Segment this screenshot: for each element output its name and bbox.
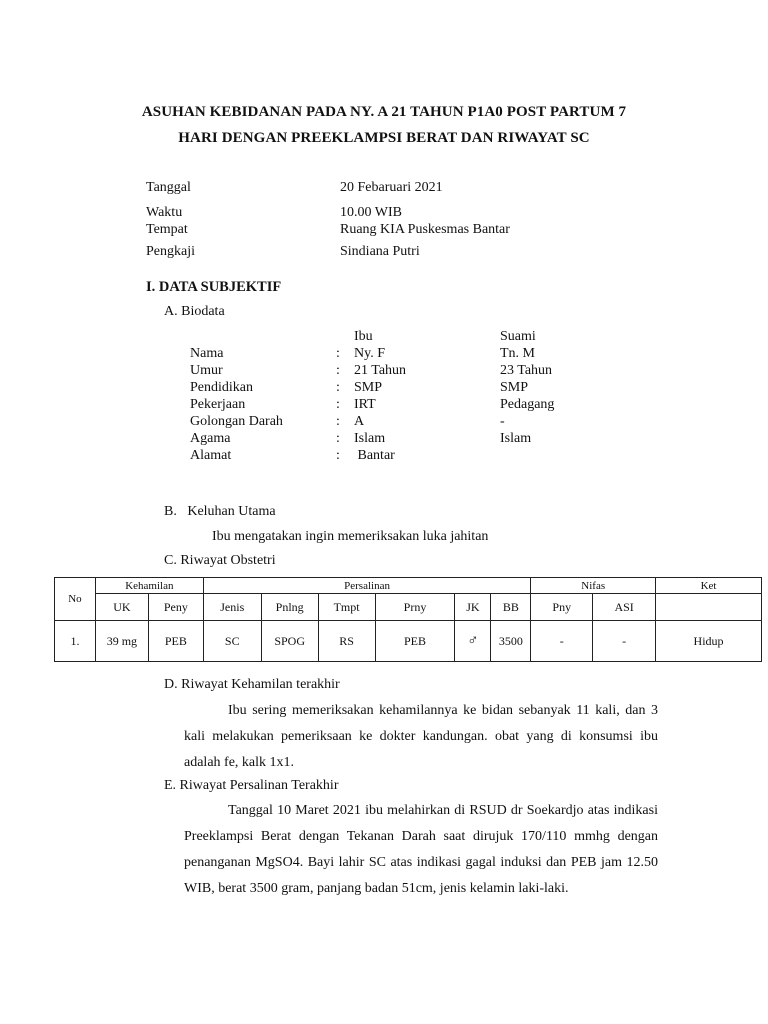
biodata-ibu-value: A: [354, 414, 365, 429]
biodata-ibu-value: Bantar: [354, 448, 395, 463]
biodata-suami-value: -: [500, 414, 505, 429]
section-heading-data-subjektif: I. DATA SUBJEKTIF: [146, 279, 282, 295]
biodata-ibu-value: IRT: [354, 397, 376, 412]
table-subheader: JK: [455, 594, 491, 621]
obstetri-table: [54, 577, 762, 662]
biodata-suami-value: 23 Tahun: [500, 363, 553, 378]
biodata-colon: :: [336, 431, 340, 446]
table-cell: SC: [203, 621, 261, 662]
document-title-line-2: HARI DENGAN PREEKLAMPSI BERAT DAN RIWAYAT SC: [178, 130, 590, 146]
obstetri-heading: C. Riwayat Obstetri: [164, 553, 276, 568]
biodata-colon: :: [336, 397, 340, 412]
table-header-ket: Ket: [656, 578, 762, 594]
header-label-tanggal: Tanggal: [146, 180, 191, 195]
biodata-col-suami: Suami: [500, 329, 536, 344]
table-cell: 39 mg: [95, 621, 148, 662]
biodata-label: Alamat: [190, 448, 232, 463]
table-subheader: Pny: [531, 594, 593, 621]
table-cell: RS: [318, 621, 375, 662]
table-subheader: [656, 594, 762, 621]
header-value-pengkaji: Sindiana Putri: [340, 244, 420, 259]
table-cell: Hidup: [656, 621, 762, 662]
table-cell: 3500: [491, 621, 531, 662]
biodata-ibu-value: Islam: [354, 431, 386, 446]
biodata-label: Nama: [190, 346, 224, 361]
table-cell: SPOG: [261, 621, 318, 662]
biodata-col-ibu: Ibu: [354, 329, 373, 344]
biodata-label: Pekerjaan: [190, 397, 246, 412]
keluhan-heading: B. Keluhan Utama: [164, 504, 276, 519]
biodata-colon: :: [336, 363, 340, 378]
table-subheader: UK: [95, 594, 148, 621]
header-label-tempat: Tempat: [146, 222, 188, 237]
persalinan-terakhir-text: Tanggal 10 Maret 2021 ibu melahirkan di RSUD dr Soekardjo atas indikasi Preeklampsi Berat dengan Tekanan Darah saat dirujuk 170/110 mmhg dengan penanganan MgSO4. Bayi lahir SC atas indikasi gagal induksi dan PEB jam 12.50 WIB, berat 3500 gram, panjang badan 51cm, jenis kelamin laki-laki.: [184, 803, 658, 896]
biodata-ibu-value: 21 Tahun: [354, 363, 407, 378]
kehamilan-terakhir-heading: D. Riwayat Kehamilan terakhir: [164, 677, 340, 692]
biodata-suami-value: Pedagang: [500, 397, 555, 412]
biodata-ibu-value: SMP: [354, 380, 383, 395]
table-subheader: Prny: [375, 594, 455, 621]
table-header-nifas: Nifas: [531, 578, 656, 594]
keluhan-text: Ibu mengatakan ingin memeriksakan luka jahitan: [212, 529, 489, 544]
biodata-colon: :: [336, 448, 340, 463]
biodata-suami-value: Tn. M: [500, 346, 535, 361]
table-cell: -: [531, 621, 593, 662]
table-subheader: BB: [491, 594, 531, 621]
document-title-line-1: ASUHAN KEBIDANAN PADA NY. A 21 TAHUN P1A0 POST PARTUM 7: [141, 104, 627, 120]
persalinan-terakhir-paragraph: [184, 798, 658, 902]
biodata-suami-value: Islam: [500, 431, 532, 446]
table-cell: -: [593, 621, 656, 662]
biodata-label: Umur: [190, 363, 223, 378]
table-cell: PEB: [148, 621, 203, 662]
biodata-colon: :: [336, 414, 340, 429]
table-cell: PEB: [375, 621, 455, 662]
table-subheader: ASI: [593, 594, 656, 621]
header-value-tempat: Ruang KIA Puskesmas Bantar: [340, 222, 510, 237]
biodata-label: Agama: [190, 431, 231, 446]
table-header-persalinan: Persalinan: [203, 578, 531, 594]
persalinan-terakhir-heading: E. Riwayat Persalinan Terakhir: [164, 778, 339, 793]
kehamilan-terakhir-text: Ibu sering memeriksakan kehamilannya ke bidan sebanyak 11 kali, dan 3 kali melakukan pemeriksaan ke dokter kandungan. obat yang di konsumsi ibu adalah fe, kalk 1x1.: [184, 703, 658, 770]
table-cell: 1.: [55, 621, 96, 662]
table-header-no: No: [55, 578, 96, 621]
table-header-kehamilan: Kehamilan: [95, 578, 203, 594]
kehamilan-terakhir-paragraph: [184, 698, 658, 776]
biodata-label: Pendidikan: [190, 380, 253, 395]
table-subheader: Pnlng: [261, 594, 318, 621]
table-row: [55, 621, 762, 662]
biodata-suami-value: SMP: [500, 380, 529, 395]
header-value-tanggal: 20 Febaruari 2021: [340, 180, 443, 195]
biodata-ibu-value: Ny. F: [354, 346, 385, 361]
header-label-pengkaji: Pengkaji: [146, 244, 195, 259]
table-subheader: Jenis: [203, 594, 261, 621]
male-symbol-icon: ♂: [455, 621, 491, 662]
biodata-colon: :: [336, 380, 340, 395]
table-subheader: Peny: [148, 594, 203, 621]
biodata-colon: :: [336, 346, 340, 361]
header-label-waktu: Waktu: [146, 205, 183, 220]
biodata-heading: A. Biodata: [164, 304, 225, 319]
header-value-waktu: 10.00 WIB: [340, 205, 402, 220]
biodata-label: Golongan Darah: [190, 414, 283, 429]
table-subheader: Tmpt: [318, 594, 375, 621]
